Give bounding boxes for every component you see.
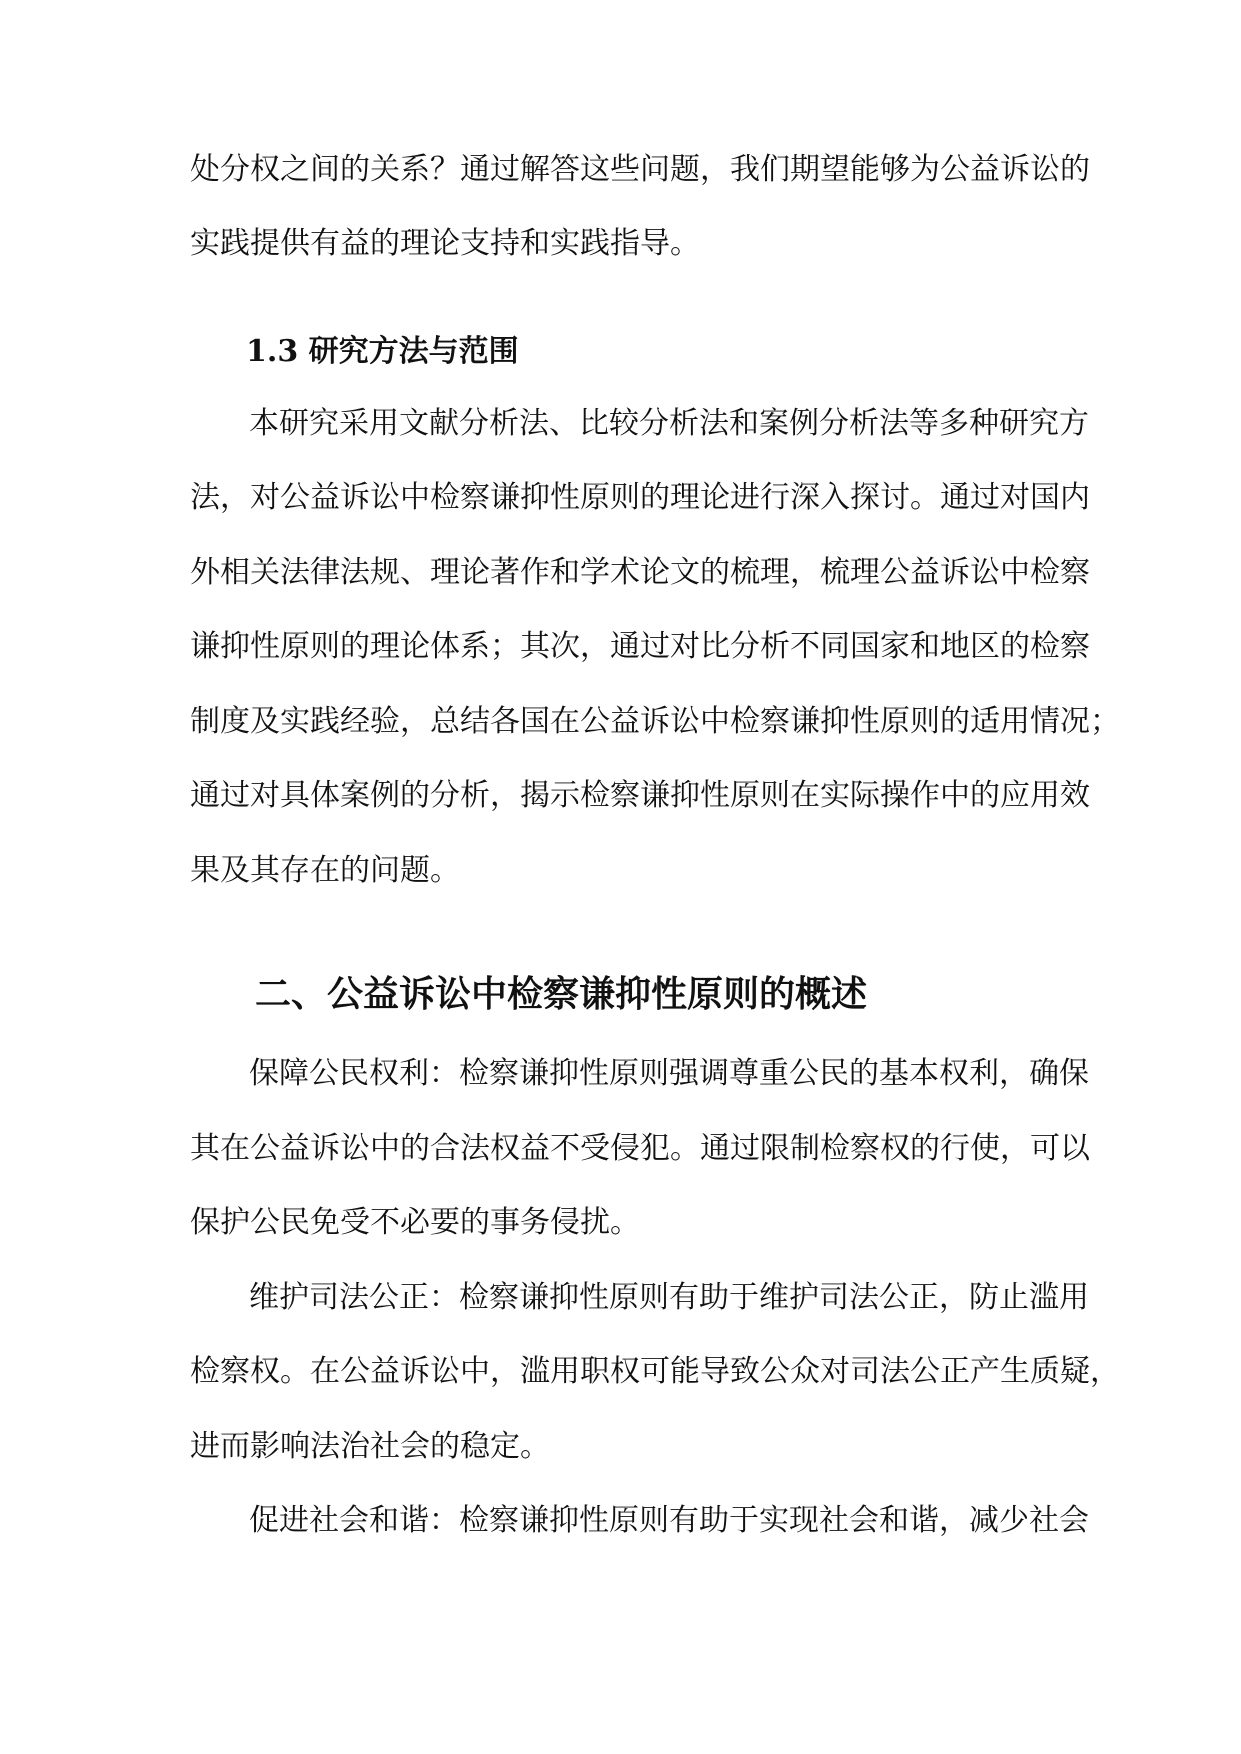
intro-line-1: 处分权之间的关系？通过解答这些问题，我们期望能够为公益诉讼的 xyxy=(190,152,1090,187)
harmony-line-1: 促进社会和谐：检察谦抑性原则有助于实现社会和谐，减少社会 xyxy=(249,1503,1089,1538)
rights-line-1: 保障公民权利：检察谦抑性原则强调尊重公民的基本权利，确保 xyxy=(249,1056,1089,1091)
method-line-1: 本研究采用文献分析法、比较分析法和案例分析法等多种研究方 xyxy=(249,406,1089,441)
method-line-6: 通过对具体案例的分析，揭示检察谦抑性原则在实际操作中的应用效 xyxy=(190,778,1090,813)
justice-line-2: 检察权。在公益诉讼中，滥用职权可能导致公众对司法公正产生质疑， xyxy=(190,1354,1120,1389)
rights-line-2: 其在公益诉讼中的合法权益不受侵犯。通过限制检察权的行使，可以 xyxy=(190,1131,1090,1166)
method-line-5: 制度及实践经验，总结各国在公益诉讼中检察谦抑性原则的适用情况； xyxy=(190,704,1120,739)
method-line-2: 法，对公益诉讼中检察谦抑性原则的理论进行深入探讨。通过对国内 xyxy=(190,480,1090,515)
justice-line-3: 进而影响法治社会的稳定。 xyxy=(190,1429,550,1464)
method-line-7: 果及其存在的问题。 xyxy=(190,853,460,888)
chapter-2-heading: 二、公益诉讼中检察谦抑性原则的概述 xyxy=(255,974,868,1015)
method-line-3: 外相关法律法规、理论著作和学术论文的梳理，梳理公益诉讼中检察 xyxy=(190,555,1090,590)
method-line-4: 谦抑性原则的理论体系；其次，通过对比分析不同国家和地区的检察 xyxy=(190,629,1090,664)
rights-line-3: 保护公民免受不必要的事务侵扰。 xyxy=(190,1205,640,1240)
intro-line-2: 实践提供有益的理论支持和实践指导。 xyxy=(190,226,700,261)
justice-line-1: 维护司法公正：检察谦抑性原则有助于维护司法公正，防止滥用 xyxy=(249,1280,1089,1315)
section-1-3-heading: 1.3 研究方法与范围 xyxy=(246,334,519,369)
